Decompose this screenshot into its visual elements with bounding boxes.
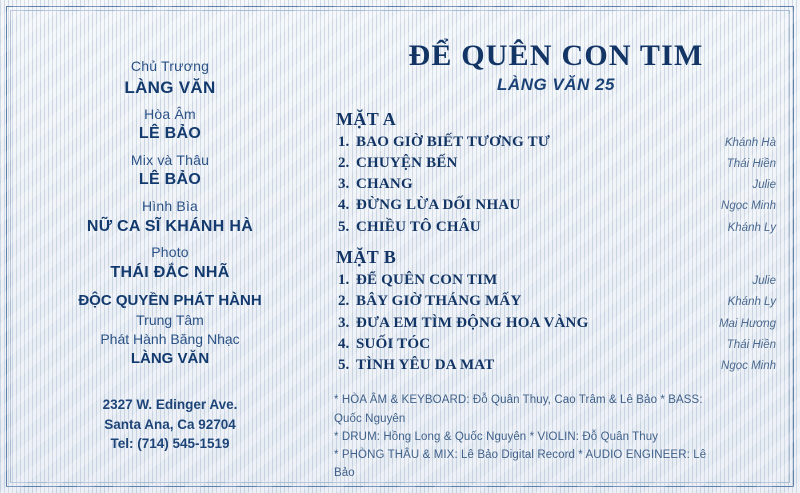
track-title: CHUYỆN BẾN: [356, 154, 458, 171]
liner-note-line: * PHÒNG THÂU & MIX: Lê Bảo Digital Record * AUDIO ENGINEER: Lê: [334, 449, 707, 462]
album-subtitle: LÀNG VĂN 25: [497, 74, 615, 94]
credit-chu-truong: [22, 58, 318, 99]
track-row: [334, 270, 778, 291]
liner-note-line: * DRUM: Hồng Long & Quốc Nguyên * VIOLIN: Đỗ Quân Thuy: [334, 430, 659, 443]
credit-name: LÊ BẢO: [138, 171, 202, 189]
track-artist: Khánh Ly: [727, 296, 776, 309]
track-title: ĐỪNG LỪA DỐI NHAU: [356, 197, 521, 214]
credit-role: Hòa Âm: [144, 105, 196, 122]
liner-note-line: Bảo: [334, 467, 355, 480]
credit-role: Mix và Thâu: [130, 151, 210, 168]
track-title: ĐƯA EM TÌM ĐỘNG HOA VÀNG: [356, 314, 589, 331]
liner-note-line: Quốc Nguyên: [334, 412, 406, 425]
credit-name: LÊ BẢO: [138, 125, 202, 143]
credits-panel: [22, 18, 318, 483]
track-number: 1.: [338, 133, 350, 150]
credit-hoa-am: [22, 106, 318, 145]
track-title: CHANG: [356, 176, 413, 193]
address-block: [22, 395, 318, 454]
track-row: [334, 355, 778, 376]
track-artist: Ngọc Minh: [721, 360, 776, 373]
credit-hinh-bia: [22, 198, 318, 237]
track-number: 3.: [338, 314, 350, 331]
track-number: 3.: [338, 176, 350, 193]
liner-notes: [334, 392, 778, 482]
track-title: BAO GIỜ BIẾT TƯƠNG TƯ: [356, 133, 550, 150]
distribution-block: [22, 291, 318, 369]
track-row: [334, 132, 778, 153]
track-number: 4.: [338, 197, 350, 214]
credit-name: NỮ CA SĨ KHÁNH HÀ: [86, 217, 254, 235]
track-artist: Ngọc Minh: [721, 200, 776, 213]
distribution-business-label: Phát Hành Băng Nhạc: [100, 330, 240, 347]
track-title: CHIỀU TÔ CHÂU: [356, 218, 481, 235]
track-number: 4.: [338, 335, 350, 352]
track-row: [334, 291, 778, 312]
track-number: 2.: [338, 154, 350, 171]
track-number: 5.: [338, 357, 350, 374]
credit-role: Photo: [151, 244, 189, 261]
track-artist: Khánh Hà: [724, 136, 776, 149]
side-b-heading: MẶT B: [336, 246, 397, 267]
liner-note-line: * HÒA ÂM & KEYBOARD: Đỗ Quân Thuy, Cao Trâm & Lê Bảo * BASS:: [334, 394, 703, 407]
address-street: 2327 W. Edinger Ave.: [102, 397, 238, 413]
track-number: 5.: [338, 218, 350, 235]
credit-role: Chủ Trương: [130, 58, 210, 74]
credit-name: THÁI ĐẮC NHÃ: [110, 263, 230, 281]
distribution-company-name: LÀNG VĂN: [130, 349, 210, 367]
address-city: Santa Ana, Ca 92704: [104, 416, 236, 432]
track-row: [334, 334, 778, 355]
album-title: ĐỂ QUÊN CON TIM: [408, 39, 704, 72]
track-number: 2.: [338, 293, 350, 310]
track-row: [334, 174, 778, 195]
track-artist: Julie: [752, 179, 776, 192]
side-a-heading: MẶT A: [336, 108, 397, 129]
track-artist: Khánh Ly: [727, 221, 776, 234]
track-row: [334, 195, 778, 216]
track-number: 1.: [338, 271, 350, 288]
distribution-center-label: Trung Tâm: [136, 312, 204, 329]
track-title: ĐỂ QUÊN CON TIM: [356, 271, 498, 288]
track-title: TÌNH YÊU DA MAT: [356, 357, 495, 374]
track-artist: Thái Hiền: [726, 338, 776, 351]
track-artist: Mai Hương: [718, 317, 776, 330]
distribution-exclusive-label: ĐỘC QUYỀN PHÁT HÀNH: [78, 291, 262, 309]
track-title: SUỐI TÓC: [356, 335, 431, 352]
credit-mix-va-thau: [22, 152, 318, 191]
credit-name: LÀNG VĂN: [124, 77, 216, 97]
credit-photo: [22, 244, 318, 283]
tracklist-panel: [318, 18, 778, 483]
credit-role: Hình Bìa: [141, 198, 199, 215]
track-row: [334, 153, 778, 174]
address-phone: Tel: (714) 545-1519: [110, 436, 230, 452]
track-artist: Thái Hiền: [726, 157, 776, 170]
track-title: BÂY GIỜ THÁNG MẤY: [356, 293, 522, 310]
track-row: [334, 313, 778, 334]
track-artist: Julie: [752, 274, 776, 287]
track-row: [334, 217, 778, 238]
